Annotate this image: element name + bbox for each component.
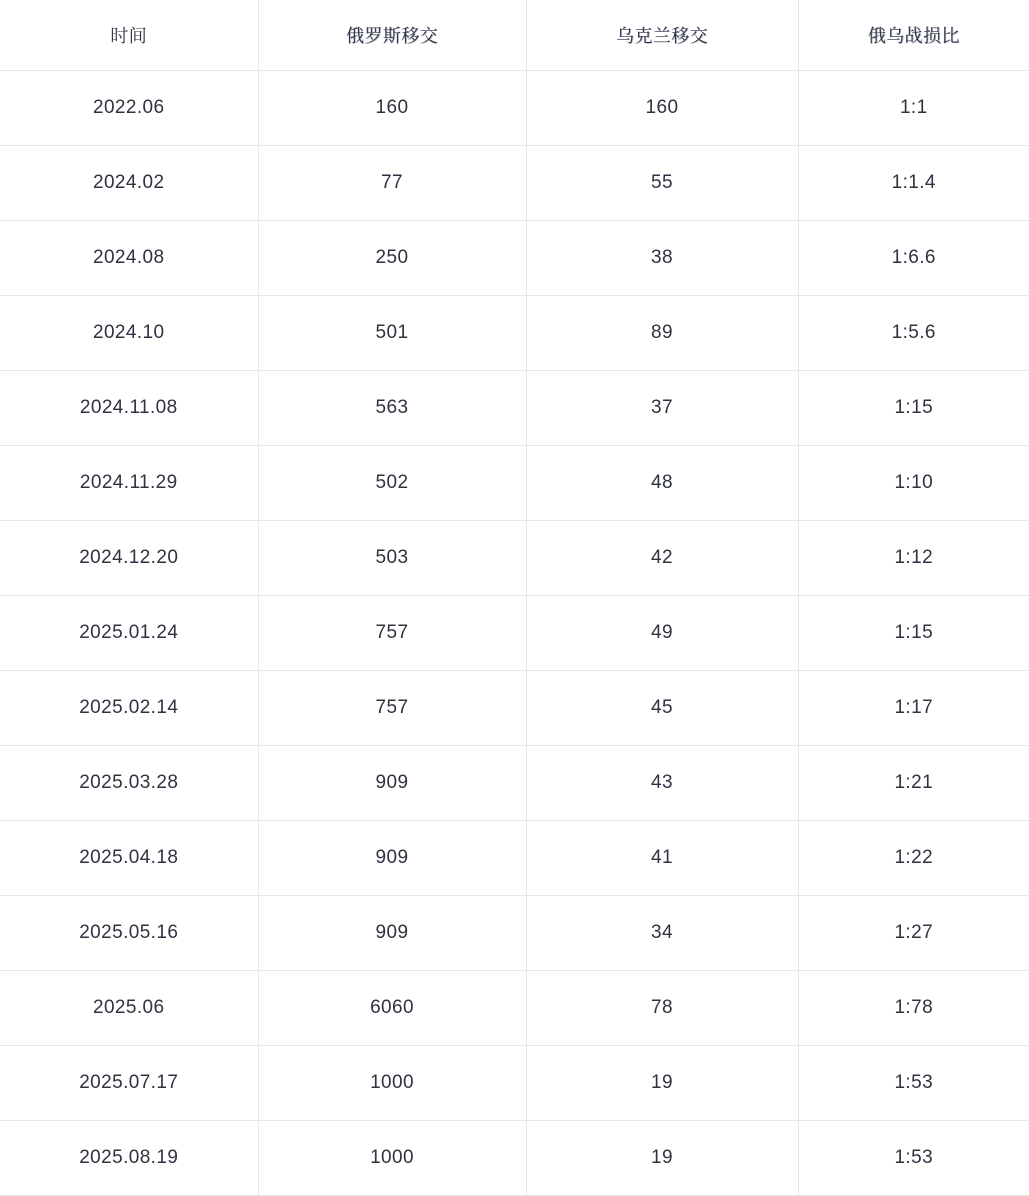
cell-time: 2024.10 [0,296,258,371]
cell-russia-handover: 563 [258,371,526,446]
cell-russia-handover: 77 [258,146,526,221]
column-header-loss-ratio: 俄乌战损比 [798,0,1029,71]
cell-loss-ratio: 1:12 [798,521,1029,596]
table-header [0,0,1029,71]
cell-loss-ratio: 1:5.6 [798,296,1029,371]
table-row [0,1121,1029,1196]
column-header-time: 时间 [0,0,258,71]
cell-time: 2025.01.24 [0,596,258,671]
table-row [0,1046,1029,1121]
cell-russia-handover: 909 [258,746,526,821]
cell-loss-ratio: 1:22 [798,821,1029,896]
cell-ukraine-handover: 55 [526,146,798,221]
cell-loss-ratio: 1:53 [798,1046,1029,1121]
cell-time: 2022.06 [0,71,258,146]
cell-loss-ratio: 1:1.4 [798,146,1029,221]
cell-russia-handover: 503 [258,521,526,596]
table-row [0,371,1029,446]
cell-ukraine-handover: 37 [526,371,798,446]
cell-loss-ratio: 1:27 [798,896,1029,971]
cell-ukraine-handover: 48 [526,446,798,521]
table-row [0,596,1029,671]
cell-time: 2025.05.16 [0,896,258,971]
cell-ukraine-handover: 19 [526,1121,798,1196]
table-row [0,296,1029,371]
column-header-ukraine-handover: 乌克兰移交 [526,0,798,71]
cell-russia-handover: 909 [258,896,526,971]
cell-loss-ratio: 1:6.6 [798,221,1029,296]
table-row [0,521,1029,596]
cell-ukraine-handover: 19 [526,1046,798,1121]
cell-time: 2025.08.19 [0,1121,258,1196]
cell-russia-handover: 1000 [258,1046,526,1121]
cell-russia-handover: 6060 [258,971,526,1046]
cell-time: 2024.08 [0,221,258,296]
cell-loss-ratio: 1:1 [798,71,1029,146]
table-body [0,71,1029,1196]
cell-time: 2024.11.29 [0,446,258,521]
cell-ukraine-handover: 42 [526,521,798,596]
cell-ukraine-handover: 89 [526,296,798,371]
cell-time: 2024.02 [0,146,258,221]
cell-time: 2024.11.08 [0,371,258,446]
cell-russia-handover: 757 [258,671,526,746]
cell-ukraine-handover: 34 [526,896,798,971]
cell-ukraine-handover: 45 [526,671,798,746]
table-row [0,446,1029,521]
cell-russia-handover: 250 [258,221,526,296]
table-row [0,71,1029,146]
column-header-russia-handover: 俄罗斯移交 [258,0,526,71]
cell-ukraine-handover: 38 [526,221,798,296]
cell-russia-handover: 501 [258,296,526,371]
cell-loss-ratio: 1:15 [798,371,1029,446]
cell-loss-ratio: 1:10 [798,446,1029,521]
table-row [0,221,1029,296]
cell-russia-handover: 757 [258,596,526,671]
cell-time: 2024.12.20 [0,521,258,596]
cell-loss-ratio: 1:15 [798,596,1029,671]
cell-time: 2025.04.18 [0,821,258,896]
table-row [0,146,1029,221]
cell-russia-handover: 909 [258,821,526,896]
table-row [0,671,1029,746]
cell-russia-handover: 160 [258,71,526,146]
cell-loss-ratio: 1:17 [798,671,1029,746]
cell-time: 2025.03.28 [0,746,258,821]
cell-time: 2025.06 [0,971,258,1046]
table-row [0,971,1029,1046]
table-row [0,821,1029,896]
cell-ukraine-handover: 78 [526,971,798,1046]
table-header-row [0,0,1029,71]
cell-loss-ratio: 1:78 [798,971,1029,1046]
cell-ukraine-handover: 43 [526,746,798,821]
cell-ukraine-handover: 41 [526,821,798,896]
cell-time: 2025.02.14 [0,671,258,746]
table-row [0,896,1029,971]
cell-loss-ratio: 1:21 [798,746,1029,821]
cell-loss-ratio: 1:53 [798,1121,1029,1196]
cell-ukraine-handover: 49 [526,596,798,671]
cell-time: 2025.07.17 [0,1046,258,1121]
cell-ukraine-handover: 160 [526,71,798,146]
table-row [0,746,1029,821]
cell-russia-handover: 502 [258,446,526,521]
cell-russia-handover: 1000 [258,1121,526,1196]
